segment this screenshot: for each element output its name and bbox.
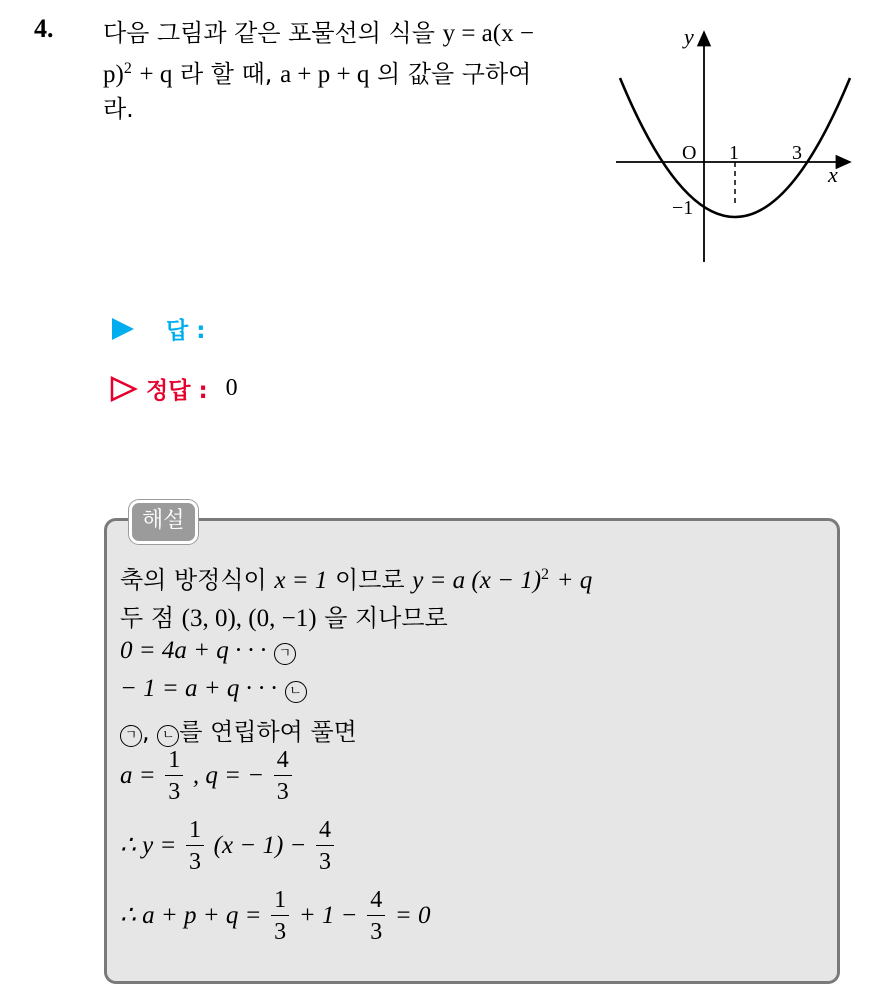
question-number: 4. [34, 14, 54, 43]
correct-answer-label: 정답 : [146, 378, 208, 404]
answer-row [110, 312, 205, 345]
origin-label: O [682, 142, 697, 164]
fraction: $\frac{1}{3}$ [271, 888, 289, 944]
solution-line-1: 축의 방정식이 x = 1 이므로 y = a $(x - 1)^2 + q$ [120, 566, 593, 594]
solution-line-5: ㄱ , ㄴ 를 연립하여 풀면 [120, 712, 357, 747]
solution-line-6: a = $\frac{1}{3}$ , q = − $\frac{4}{3}$ [120, 748, 294, 804]
solution-line-4: − 1 = a + q · · · ㄴ [120, 674, 307, 703]
fraction: $\frac{4}{3}$ [367, 888, 385, 944]
question-line-3: 라. [103, 95, 134, 123]
question-text [103, 16, 593, 127]
answer-label: 답 : [166, 318, 206, 344]
solution-line-8: ∴ a + p + q = $\frac{1}{3}$ + 1 − $\frac{4}{3}$ = 0 [120, 887, 431, 945]
circled-giyeok: ㄱ [120, 725, 142, 747]
play-arrow-icon [110, 316, 136, 342]
x-axis-label: x [828, 162, 838, 187]
question-line-2: p)$^2$ + q 라 할 때, a + p + q 의 값을 구하여 [103, 60, 532, 88]
solution-line-7: ∴ y = $\frac{1}{3}$ (x − 1) − $\frac{4}{3}$ [120, 818, 336, 874]
fraction: $\frac{4}{3}$ [274, 748, 292, 804]
tick-label-neg1: −1 [672, 197, 694, 219]
solution-line-3: 0 = 4a + q · · · ㄱ [120, 636, 296, 665]
fraction: $\frac{4}{3}$ [316, 818, 334, 874]
fraction: $\frac{1}{3}$ [165, 748, 183, 804]
tick-label-3: 3 [792, 142, 802, 164]
tick-label-1: 1 [729, 142, 739, 164]
correct-answer-row [110, 372, 238, 405]
circled-nieun: ㄴ [285, 681, 307, 703]
question-line-1: 다음 그림과 같은 포물선의 식을 y = a(x − [103, 19, 534, 47]
y-axis-label: y [684, 24, 694, 49]
circled-giyeok: ㄱ [274, 643, 296, 665]
solution-tag: 해설 [129, 500, 198, 544]
fraction: $\frac{1}{3}$ [186, 818, 204, 874]
parabola-graph [612, 22, 852, 267]
outline-arrow-icon [110, 376, 138, 402]
circled-nieun: ㄴ [157, 725, 179, 747]
solution-line-2: 두 점 (3, 0), (0, −1) 을 지나므로 [120, 604, 448, 632]
correct-answer-value: 0 [225, 375, 238, 401]
